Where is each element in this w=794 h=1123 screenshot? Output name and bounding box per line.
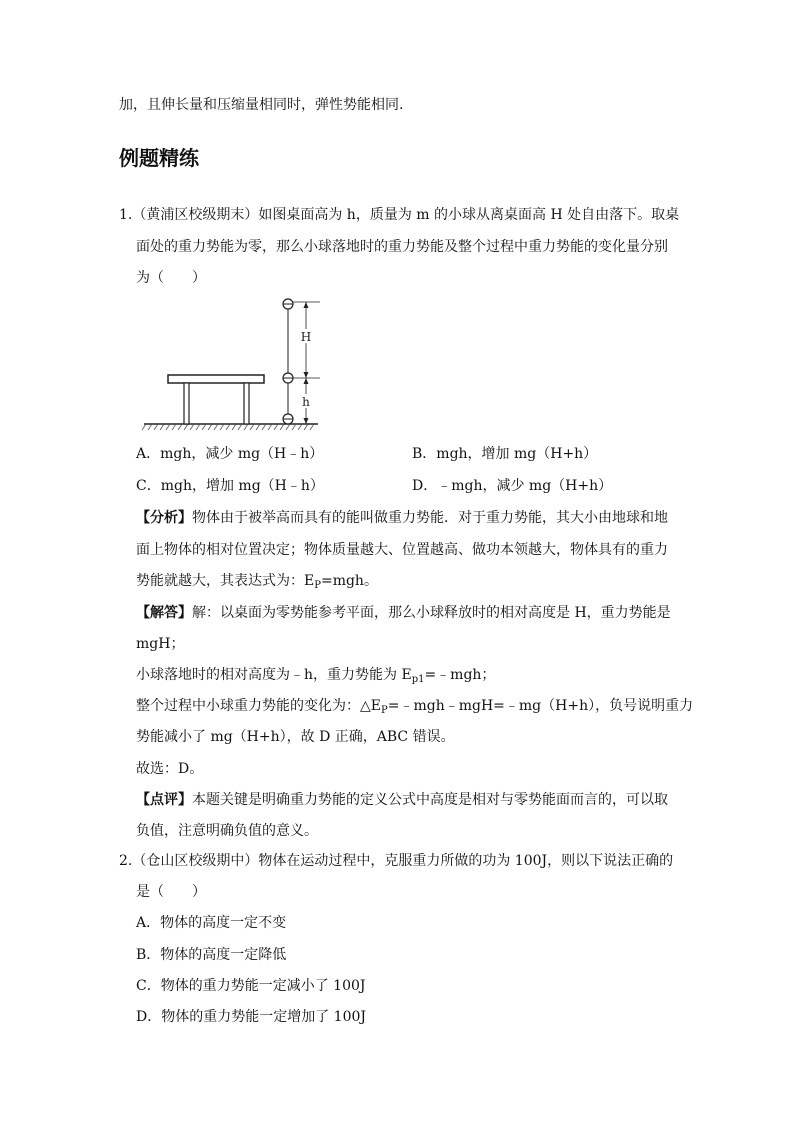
- arrow-H-up: [304, 302, 309, 308]
- q2-option-a: A．物体的高度一定不变: [136, 915, 287, 931]
- q2-option-b: B．物体的高度一定降低: [136, 947, 287, 963]
- analysis-text-3a: 势能就越大，其表达式为：E: [136, 573, 315, 589]
- solution-text-1: 解：以桌面为零势能参考平面，那么小球释放时的相对高度是 H，重力势能是: [192, 605, 671, 621]
- q1-figure: [140, 294, 340, 439]
- q1-comment-line-1: [136, 790, 668, 810]
- q1-option-a: A．mgh，减少 mg（H﹣h）: [136, 446, 324, 462]
- q1-solution-line-1: [136, 603, 671, 623]
- arrow-h-down: [304, 418, 309, 424]
- solution-subscript-1: p1: [411, 674, 425, 685]
- arrow-H-down: [304, 372, 309, 378]
- q2-option-c: C．物体的重力势能一定减小了 100J: [136, 978, 366, 994]
- q1-solution-line-2: mgH；: [136, 636, 185, 652]
- analysis-text-1: 物体由于被举高而具有的能叫做重力势能．对于重力势能，其大小由地球和地: [192, 510, 668, 526]
- analysis-text-3b: =mgh。: [320, 573, 378, 589]
- q1-stem-line-1: 1.（黄浦区校级期末）如图桌面高为 h，质量为 m 的小球从离桌面高 H 处自由落下。取桌: [119, 207, 680, 223]
- q1-solution-line-3: [136, 665, 495, 685]
- q1-analysis-line-3: [136, 571, 378, 591]
- q2-option-d: D．物体的重力势能一定增加了 100J: [136, 1009, 367, 1025]
- q1-analysis-line-1: [136, 508, 668, 528]
- q1-analysis-line-2: 面上物体的相对位置决定；物体质量越大、位置越高、做功本领越大，物体具有的重力: [136, 542, 668, 558]
- arrow-h-up: [304, 378, 309, 384]
- ball-bottom: [283, 414, 293, 424]
- table-top: [168, 375, 264, 383]
- q1-solution-line-5: 势能减小了 mg（H+h），故 D 正确，ABC 错误。: [136, 729, 455, 745]
- q1-solution-line-4: [136, 696, 693, 716]
- comment-text-1: 本题关键是明确重力势能的定义公式中高度是相对与零势能面而言的，可以取: [192, 792, 668, 808]
- comment-tag: 【点评】: [136, 792, 192, 808]
- analysis-subscript: P: [314, 580, 321, 591]
- label-H: H: [300, 330, 312, 344]
- q1-stem-line-3: 为（ ）: [136, 270, 206, 286]
- intro-text: 加，且伸长量和压缩量相同时，弹性势能相同.: [119, 97, 404, 113]
- ball-top: [283, 299, 293, 309]
- q1-solution-line-6: 故选：D。: [136, 761, 204, 777]
- q2-stem-line-1: 2.（仓山区校级期中）物体在运动过程中，克服重力所做的功为 100J，则以下说法正确的: [119, 853, 674, 869]
- solution-tag: 【解答】: [136, 605, 192, 621]
- analysis-tag: 【分析】: [136, 510, 192, 526]
- table-leg-left: [184, 383, 189, 424]
- solution-text-4b: =﹣mgh﹣mgH=﹣mg（H+h），负号说明重力: [387, 698, 694, 714]
- section-title: 例题精练: [119, 146, 199, 170]
- table-leg-right: [244, 383, 249, 424]
- solution-subscript-2: P: [381, 705, 388, 716]
- q1-option-c: C．mgh，增加 mg（H﹣h）: [136, 478, 324, 494]
- solution-text-3a: 小球落地时的相对高度为﹣h，重力势能为 E: [136, 667, 412, 683]
- q1-stem-line-2: 面处的重力势能为零，那么小球落地时的重力势能及整个过程中重力势能的变化量分别: [136, 239, 668, 255]
- q1-option-b: B．mgh，增加 mg（H+h）: [412, 446, 598, 462]
- solution-text-3b: =﹣mgh；: [424, 667, 496, 683]
- ground-hatching: [142, 424, 314, 430]
- solution-text-4a: 整个过程中小球重力势能的变化为：△E: [136, 698, 381, 714]
- label-h: h: [302, 395, 310, 409]
- q2-stem-line-2: 是（ ）: [136, 884, 206, 900]
- ball-middle: [283, 373, 293, 383]
- q1-option-d: D．﹣mgh，减少 mg（H+h）: [412, 478, 613, 494]
- q1-comment-line-2: 负值，注意明确负值的意义。: [136, 823, 318, 839]
